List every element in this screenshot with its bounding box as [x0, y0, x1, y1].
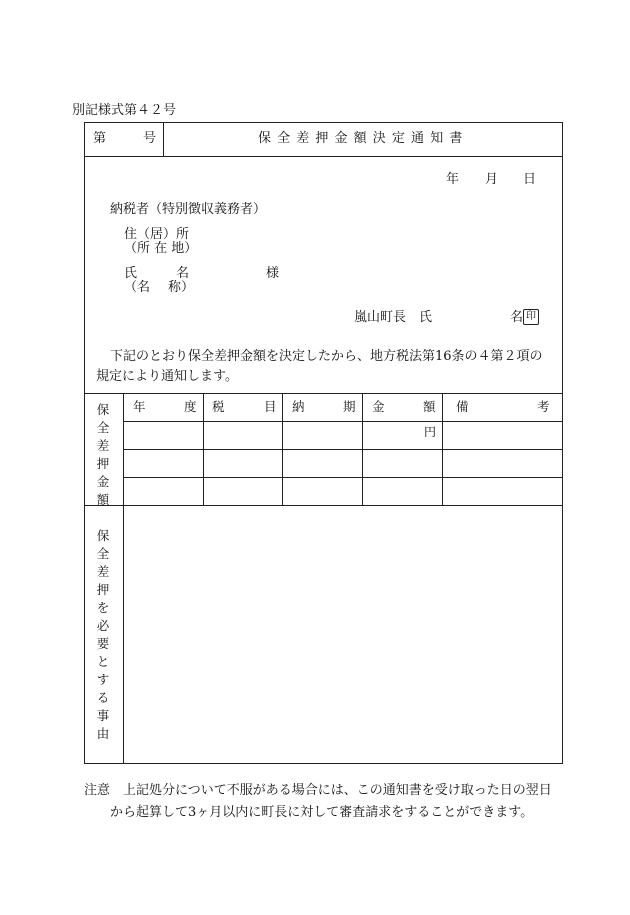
header-year-2: 度	[184, 399, 197, 414]
seal-stamp: 印	[523, 309, 539, 325]
location-label: （所 在 地）	[124, 241, 198, 256]
currency-yen: 円	[424, 425, 437, 439]
issuer-name-label: 名	[510, 310, 524, 325]
header-remarks-1: 備	[456, 399, 469, 414]
header-remarks-2: 考	[537, 399, 550, 414]
header-amount-1: 金	[372, 399, 385, 414]
name-label-mei: 名	[176, 266, 190, 281]
header-tax-2: 目	[264, 399, 277, 414]
note-line1: 注意 上記処分について不服がある場合には、この通知書を受け取った日の翌日	[84, 783, 552, 798]
corp-name-label-1: （名	[124, 280, 151, 295]
issuer-office: 嵐山町長 氏	[354, 310, 433, 325]
number-label-dai: 第	[93, 131, 107, 146]
honorific-sama: 様	[266, 266, 280, 281]
header-amount-2: 額	[423, 399, 436, 414]
body-text-line2: 規定により通知します。	[96, 369, 238, 384]
header-period-2: 期	[343, 399, 356, 414]
form-id: 別記様式第４２号	[72, 103, 177, 118]
date-year: 年	[446, 172, 460, 187]
note-line2: から起算して3ヶ月以内に町長に対して審査請求をすることができます。	[110, 805, 534, 820]
header-year-1: 年	[133, 399, 146, 414]
date-month: 月	[485, 172, 499, 187]
number-label-go: 号	[143, 131, 157, 146]
name-label-shi: 氏	[124, 266, 138, 281]
taxpayer-label: 納税者（特別徴収義務者）	[110, 202, 267, 217]
header-period-1: 納	[292, 399, 305, 414]
body-text-line1: 下記のとおり保全差押金額を決定したから、地方税法第16条の４第２項の	[110, 349, 543, 364]
amount-section-label: 保 全 差 押 金 額	[96, 402, 110, 507]
document-title: 保 全 差 押 金 額 決 定 通 知 書	[258, 131, 464, 146]
date-day: 日	[523, 172, 537, 187]
reason-section-label: 保 全 差 押 を 必 要 と す る 事 由	[96, 528, 110, 741]
address-label: 住（居）所	[124, 227, 190, 242]
header-tax-1: 税	[212, 399, 225, 414]
corp-name-label-2: 称）	[168, 280, 195, 295]
